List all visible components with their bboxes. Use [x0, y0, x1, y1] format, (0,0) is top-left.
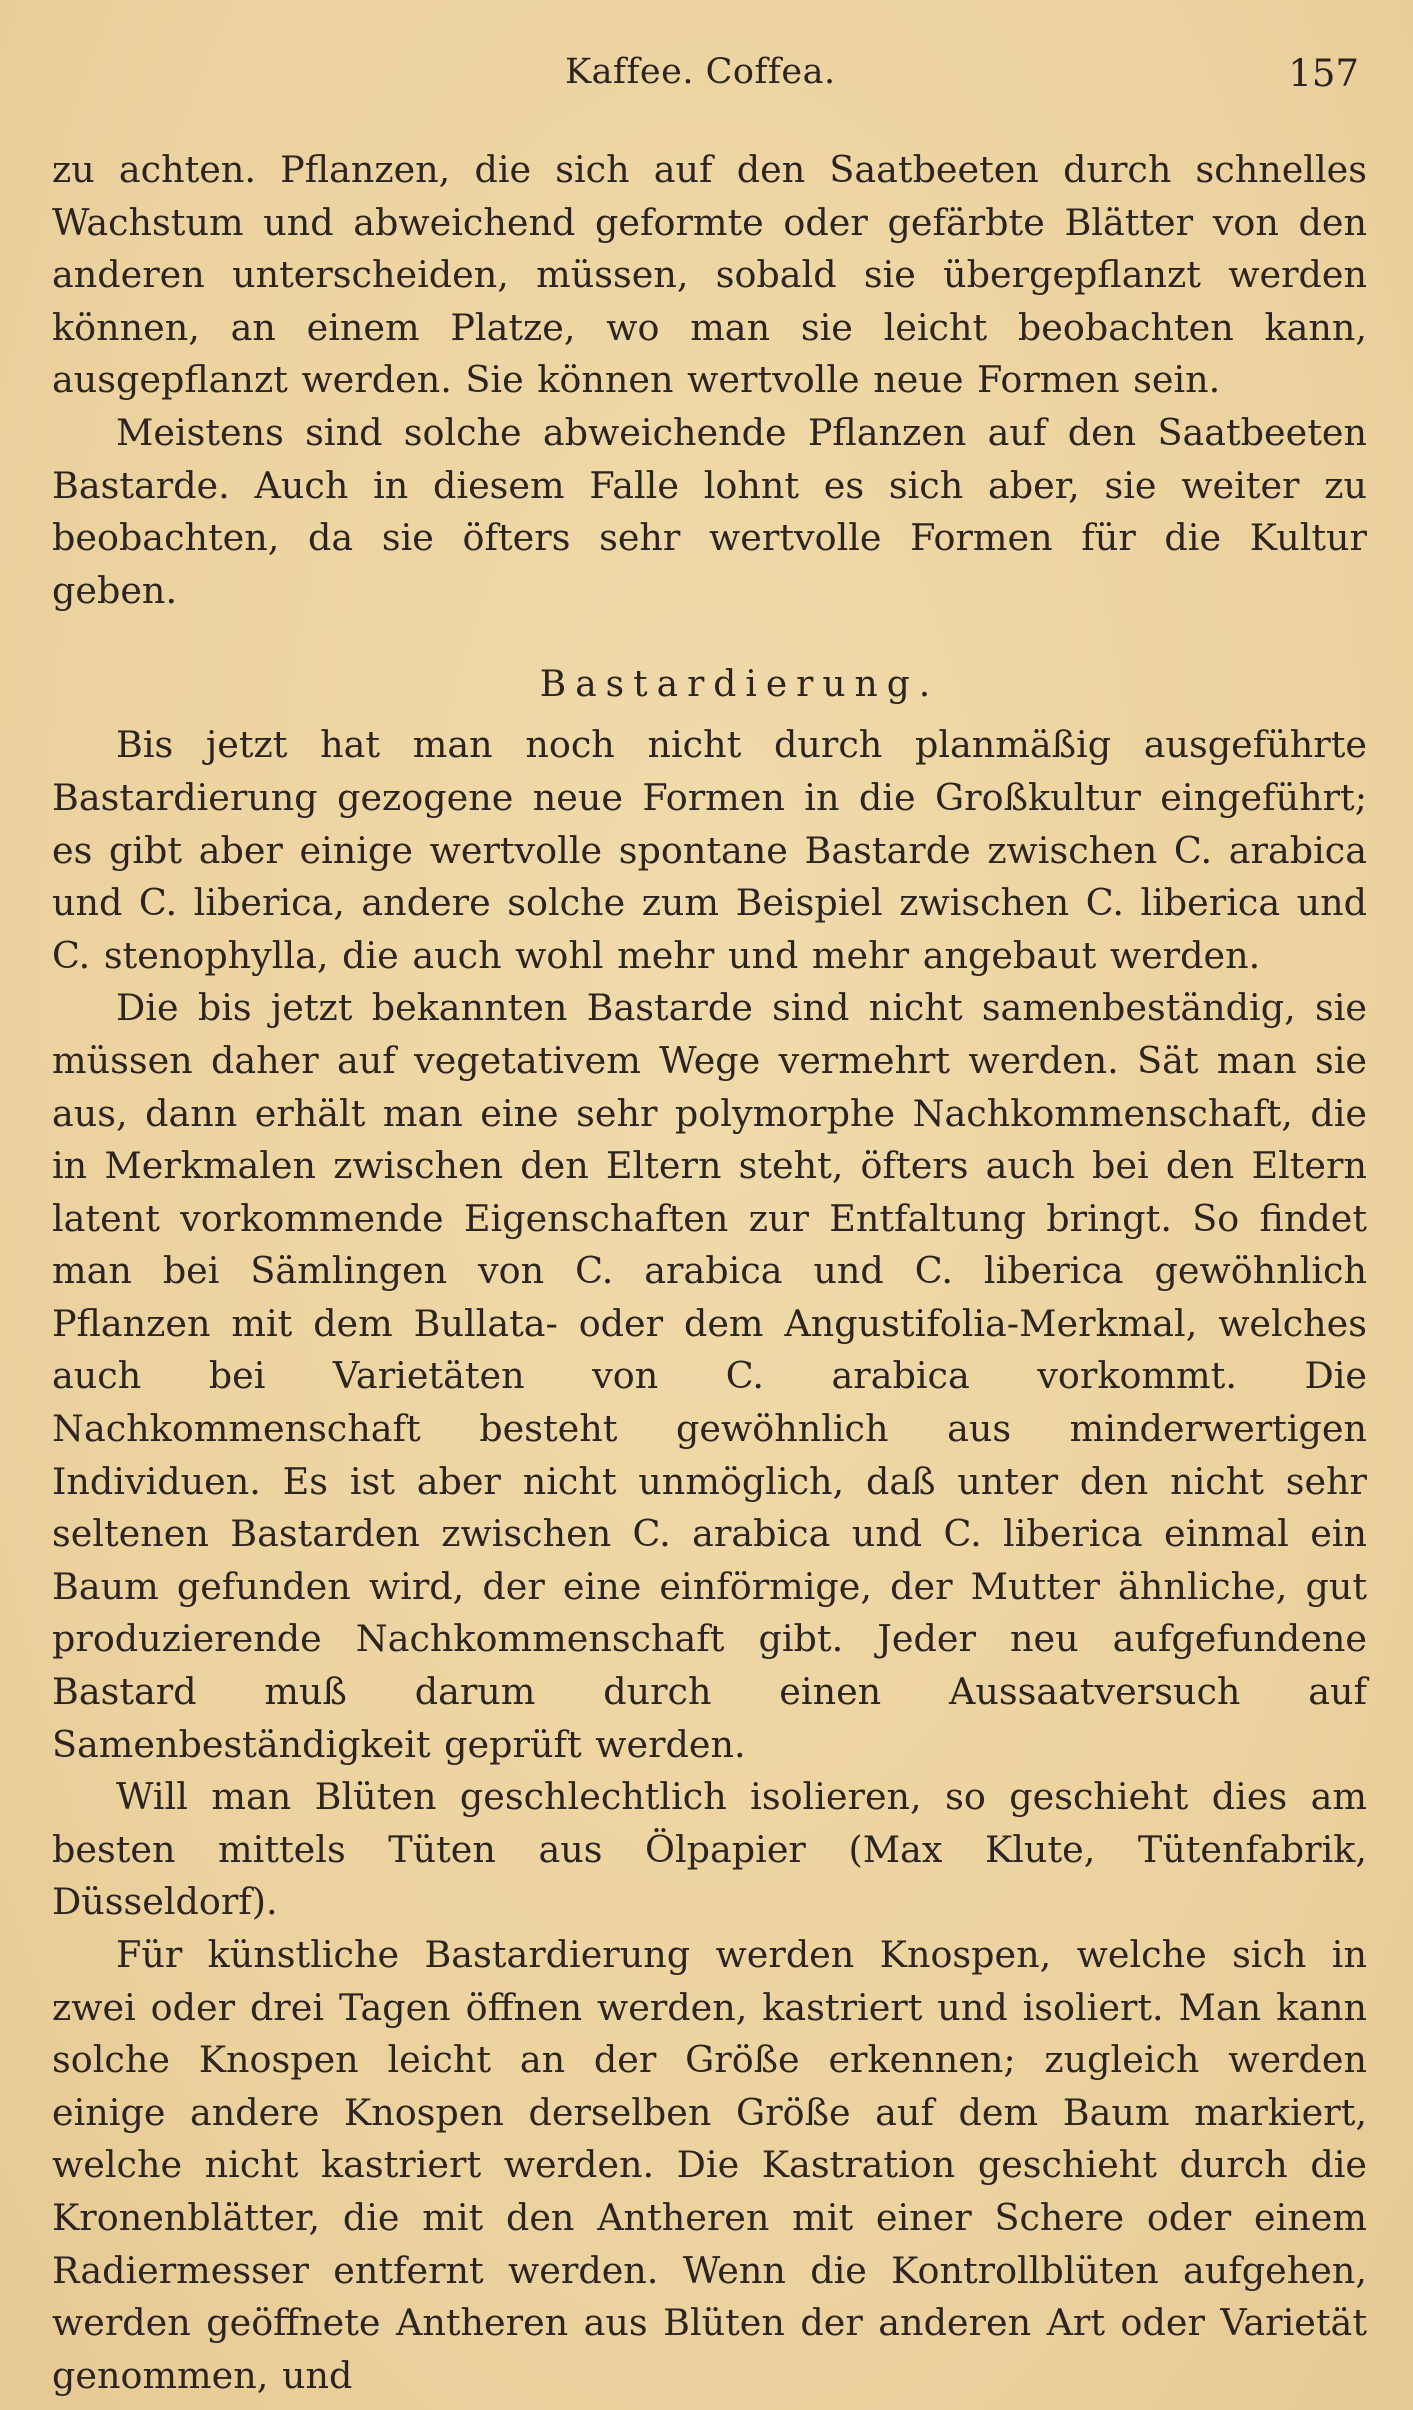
page-body	[52, 144, 1367, 2402]
section-heading: Bastardierung.	[539, 664, 940, 706]
paragraph: Will man Blüten geschlechtlich isolieren, so geschieht dies am besten mittels Tüten aus Ölpapier (Max Klute, Tütenfabrik, Düsseldorf).	[52, 1775, 1367, 1924]
paragraph: zu achten. Pflanzen, die sich auf den Saatbeeten durch schnelles Wachstum und abweichend geformte oder gefärbte Blätter von den anderen unterscheiden, müssen, sobald sie übergepflanzt werden können, an einem Platze, wo man sie leicht beobachten kann, ausgepflanzt werden. Sie können wertvolle neue Formen sein.	[52, 148, 1367, 402]
page-number: 157	[1288, 52, 1359, 95]
running-header	[0, 52, 1413, 102]
paragraph: Bis jetzt hat man noch nicht durch planmäßig ausgeführte Bastardierung gezogene neue Formen in die Großkultur eingeführt; es gibt aber einige wertvolle spontane Bastarde zwischen C. arabica und C. liberica, andere solche zum Beispiel zwischen C. liberica und C. stenophylla, die auch wohl mehr und mehr angebaut werden.	[52, 723, 1367, 977]
running-title: Kaffee. Coffea.	[565, 52, 836, 92]
paragraph: Die bis jetzt bekannten Bastarde sind nicht samenbeständig, sie müssen daher auf vegetativem Wege vermehrt werden. Sät man sie aus, dann erhält man eine sehr polymorphe Nachkommenschaft, die in Merkmalen zwischen den Eltern steht, öfters auch bei den Eltern latent vorkommende Eigenschaften zur Entfaltung bringt. So findet man bei Sämlingen von C. arabica und C. liberica gewöhnlich Pflanzen mit dem Bullata- oder dem Angustifolia-Merkmal, welches auch bei Varietäten von C. arabica vorkommt. Die Nachkommenschaft besteht gewöhnlich aus minderwertigen Individuen. Es ist aber nicht unmöglich, daß unter den nicht sehr seltenen Bastarden zwischen C. arabica und C. liberica einmal ein Baum gefunden wird, der eine einförmige, der Mutter ähnliche, gut produzierende Nachkommenschaft gibt. Jeder neu aufgefundene Bastard muß darum durch einen Aussaatversuch auf Samenbeständigkeit geprüft werden.	[52, 986, 1367, 1766]
paragraph: Für künstliche Bastardierung werden Knospen, welche sich in zwei oder drei Tagen öffnen werden, kastriert und isoliert. Man kann solche Knospen leicht an der Größe erkennen; zugleich werden einige andere Knospen derselben Größe auf dem Baum markiert, welche nicht kastriert werden. Die Kastration geschieht durch die Kronenblätter, die mit den Antheren mit einer Schere oder einem Radiermesser entfernt werden. Wenn die Kontrollblüten aufgehen, werden geöffnete Antheren aus Blüten der anderen Art oder Varietät genommen, und	[52, 1933, 1367, 2397]
paragraph: Meistens sind solche abweichende Pflanzen auf den Saatbeeten Bastarde. Auch in diesem Falle lohnt es sich aber, sie weiter zu beobachten, da sie öfters sehr wertvolle Formen für die Kultur geben.	[52, 410, 1367, 612]
